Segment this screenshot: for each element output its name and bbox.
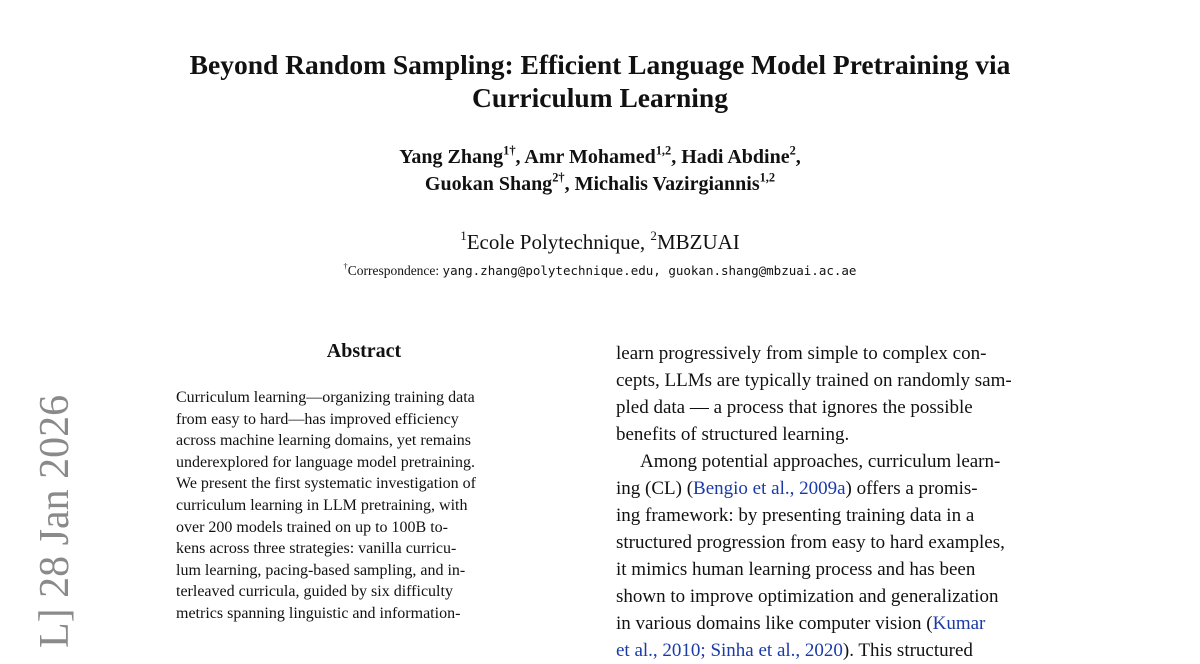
corr-label: Correspondence: <box>347 263 440 278</box>
intro-paragraph-2 <box>616 448 1059 664</box>
citation-link[interactable]: Kumar <box>932 613 986 634</box>
author-name: Amr Mohamed <box>524 146 656 168</box>
correspondence-line <box>150 262 1050 280</box>
author-name: Michalis Vazirgiannis <box>574 173 760 195</box>
intro-lines <box>616 502 1059 610</box>
text-line: We present the first systematic investigation of <box>176 475 476 493</box>
intro-text: ) offers a promis- <box>845 478 978 499</box>
text-line: cepts, LLMs are typically trained on randomly sam- <box>616 370 1012 391</box>
paper-title <box>100 48 1100 114</box>
author-line-1: Yang Zhang$^{1\dagger}$, Amr Mohamed$^{1,2}$, Hadi Abdine$^2$, <box>399 143 801 168</box>
text-line: terleaved curricula, guided by six difficulty <box>176 583 453 601</box>
intro-line-cut <box>616 637 1059 664</box>
author-affil-mark: 2† <box>552 170 565 185</box>
intro-text: in various domains like computer vision ( <box>616 613 933 634</box>
affil-name: Ecole Polytechnique <box>466 230 640 254</box>
author-line-2: Guokan Shang$^{2\dagger}$, Michalis Vazirgiannis$^{1,2}$ <box>424 170 776 195</box>
author-name: Guokan Shang <box>424 173 553 195</box>
affil-name: MBZUAI <box>656 230 740 254</box>
affil-mark: 1 <box>460 227 467 243</box>
author-affil-mark: 2 <box>789 143 796 158</box>
title-line-2: Curriculum Learning <box>472 82 728 113</box>
intro-paragraph-1 <box>616 340 1059 448</box>
text-line: over 200 models trained on up to 100B to- <box>176 518 448 536</box>
abstract-heading: Abstract <box>326 340 402 362</box>
text-line: benefits of structured learning. <box>616 424 850 445</box>
affil-mark: 2 <box>650 227 657 243</box>
text-line: kens across three strategies: vanilla curricu- <box>176 540 457 558</box>
affiliations: $^1$Ecole Polytechnique, $^2$MBZUAI <box>460 227 740 254</box>
text-line: across machine learning domains, yet remains <box>176 432 472 450</box>
text-line: metrics spanning linguistic and information- <box>176 604 461 622</box>
intro-line <box>616 475 1059 502</box>
corr-mark: † <box>343 262 348 272</box>
intro-line <box>616 610 1059 637</box>
text-line: shown to improve optimization and generalization <box>616 586 999 607</box>
text-line: lum learning, pacing-based sampling, and in- <box>176 561 466 579</box>
text-line: it mimics human learning process and has been <box>616 559 976 580</box>
text-line: pled data — a process that ignores the possible <box>616 397 973 418</box>
author-name: Hadi Abdine <box>681 146 790 168</box>
intro-line: Among potential approaches, curriculum learn- <box>640 451 1001 472</box>
citation-link[interactable]: Bengio et al., 2009a <box>693 478 846 499</box>
text-line: learn progressively from simple to complex con- <box>616 343 987 364</box>
title-line-1: Beyond Random Sampling: Efficient Language Model Pretraining via <box>189 49 1011 80</box>
text-line: curriculum learning in LLM pretraining, with <box>176 496 468 514</box>
text-line: Curriculum learning—organizing training data <box>176 389 475 406</box>
author-affil-mark: 1,2 <box>655 143 672 158</box>
author-list <box>200 144 1000 198</box>
text-line: underexplored for language model pretraining. <box>176 453 475 471</box>
text-line: ing framework: by presenting training data in a <box>616 505 975 526</box>
abstract-text <box>176 387 552 625</box>
intro-text: ing (CL) ( <box>616 478 694 499</box>
intro-column <box>616 340 1059 664</box>
author-affil-mark: 1† <box>503 143 516 158</box>
author-affil-mark: 1,2 <box>759 170 776 185</box>
text-line: structured progression from easy to hard examples, <box>616 532 1005 553</box>
corr-emails: yang.zhang@polytechnique.edu, guokan.shang@mbzuai.ac.ae <box>442 263 857 278</box>
arxiv-side-stamp: L] 28 Jan 2026 <box>32 394 78 648</box>
text-line: from easy to hard—has improved efficiency <box>176 410 459 428</box>
citation-link[interactable]: et al., 2010; Sinha et al., 2020 <box>616 640 843 661</box>
author-name: Yang Zhang <box>399 146 504 168</box>
intro-text: ). This structured <box>842 640 973 661</box>
